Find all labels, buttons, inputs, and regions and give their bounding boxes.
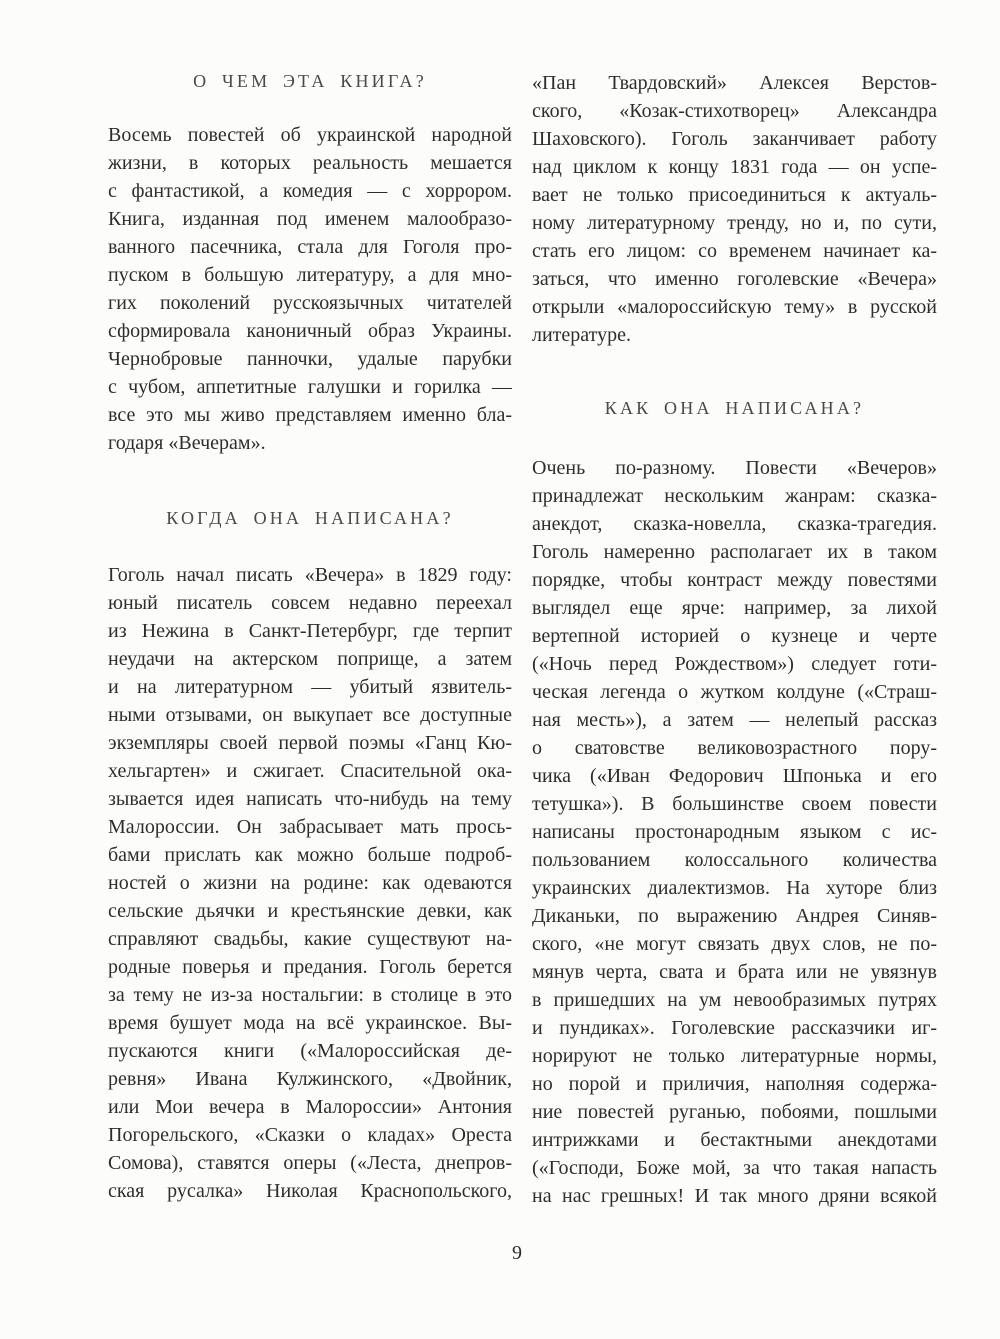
paragraph-when-continued: [532, 69, 937, 349]
text-line: («Ночь перед Рождеством») следует готи-: [532, 653, 937, 675]
left-column: [108, 70, 512, 1205]
text-line: время бушует мода на всё украинское. Вы-: [108, 1012, 512, 1034]
text-line: о сватовстве великовозрастного пору-: [532, 737, 937, 759]
text-line: справляют свадьбы, какие существуют на-: [108, 928, 512, 950]
section-heading-how: КАК ОНА НАПИСАНА?: [604, 398, 865, 418]
right-column: [532, 69, 937, 1210]
text-line: за тему не из-за ностальгии: в столице в это: [108, 984, 512, 1006]
text-line: ными отзывами, он выкупает все доступные: [108, 704, 512, 726]
text-line: из Нежина в Санкт-Петербург, где терпит: [108, 620, 512, 642]
text-line: ревня» Ивана Кулжинского, «Двойник,: [108, 1068, 512, 1090]
text-line: хельгартен» и сжигает. Спасительной ока-: [108, 760, 512, 782]
text-line: и пундиках». Гоголевские рассказчики иг-: [532, 1017, 937, 1039]
text-line: заться, что именно гоголевские «Вечера»: [532, 268, 937, 290]
text-line: чика («Иван Федорович Шпонька и его: [532, 765, 937, 787]
text-line: написаны простонародным языком с ис-: [532, 821, 937, 843]
text-line: и на литературном — убитый язвитель-: [108, 676, 512, 698]
text-line: ному литературному тренду, но и, по сути,: [532, 212, 937, 234]
text-line: анекдот, сказка-новелла, сказка-трагедия.: [532, 513, 937, 535]
text-line: над циклом к концу 1831 года — он успе-: [532, 156, 937, 178]
text-line: принадлежат нескольким жанрам: сказка-: [532, 485, 937, 507]
text-line: годаря «Вечерам».: [108, 432, 266, 454]
section-heading-when: КОГДА ОНА НАПИСАНА?: [166, 508, 454, 528]
text-line: Шаховского). Гоголь заканчивает работу: [532, 128, 937, 150]
page-number: 9: [512, 1242, 522, 1264]
text-line: украинских диалектизмов. На хуторе близ: [532, 877, 937, 899]
text-line: вертепной историей о кузнеце и черте: [532, 625, 937, 647]
text-line: «Пан Твардовский» Алексея Верстов-: [532, 72, 937, 94]
text-line: в пришедших на ум невообразимых путрях: [532, 989, 937, 1011]
text-line: ческая легенда о жутком колдуне («Страш-: [532, 681, 937, 703]
text-line: зывается идея написать что-нибудь на тему: [108, 788, 512, 810]
text-line: Очень по-разному. Повести «Вечеров»: [532, 457, 937, 479]
text-line: ностей о жизни на родине: как одеваются: [108, 872, 512, 894]
text-line: вает не только присоединиться к актуаль-: [532, 184, 937, 206]
text-line: с чубом, аппетитные галушки и горилка —: [108, 376, 512, 398]
text-line: Книга, изданная под именем малообразо-: [108, 208, 512, 230]
text-line: Гоголь намеренно располагает их в таком: [532, 541, 937, 563]
text-line: пуском в большую литературу, а для мно-: [108, 264, 512, 286]
text-line: или Мои вечера в Малороссии» Антония: [108, 1096, 512, 1118]
text-line: экземпляры своей первой поэмы «Ганц Кю-: [108, 732, 512, 754]
text-line: тетушка»). В большинстве своем повести: [532, 793, 937, 815]
text-line: открыли «малороссийскую тему» в русской: [532, 296, 937, 318]
text-line: интрижками и бестактными анекдотами: [532, 1129, 937, 1151]
text-line: Восемь повестей об украинской народной: [108, 124, 512, 146]
paragraph-when: [108, 561, 512, 1205]
text-line: неудачи на актерском поприще, а затем: [108, 648, 512, 670]
text-line: ского, «не могут связать двух слов, не по-: [532, 933, 937, 955]
paragraph-about: [108, 121, 512, 457]
text-line: Сомова), ставятся оперы («Леста, днепров-: [108, 1152, 512, 1174]
text-line: Диканьки, по выражению Андрея Синяв-: [532, 905, 937, 927]
text-line: выглядел еще ярче: например, за лихой: [532, 597, 937, 619]
text-line: норируют не только литературные нормы,: [532, 1045, 937, 1067]
text-line: мянув черта, свата и брата или не увязнув: [532, 961, 937, 983]
section-heading-about: О ЧЕМ ЭТА КНИГА?: [193, 71, 427, 91]
text-line: Чернобровые панночки, удалые парубки: [108, 348, 512, 370]
text-line: Гоголь начал писать «Вечера» в 1829 году:: [108, 564, 512, 586]
text-line: пользованием колоссального количества: [532, 849, 937, 871]
text-line: на нас грешных! И так много дряни всякой: [532, 1185, 937, 1207]
text-line: ние повестей руганью, побоями, пошлыми: [532, 1101, 937, 1123]
text-line: юный писатель совсем недавно переехал: [108, 592, 512, 614]
text-line: сельские дьячки и крестьянские девки, как: [108, 900, 512, 922]
text-line: Малороссии. Он забрасывает мать прось-: [108, 816, 512, 838]
text-line: с фантастикой, а комедия — с хоррором.: [108, 180, 512, 202]
text-line: жизни, в которых реальность мешается: [108, 152, 512, 174]
text-line: бами прислать как можно больше подроб-: [108, 844, 512, 866]
text-line: порядке, чтобы контраст между повестями: [532, 569, 937, 591]
text-line: Погорельского, «Сказки о кладах» Ореста: [108, 1124, 512, 1146]
text-line: пускаются книги («Малороссийская де-: [108, 1040, 512, 1062]
text-line: все это мы живо представляем именно бла-: [108, 404, 512, 426]
paragraph-how: [532, 454, 937, 1210]
text-line: литературе.: [532, 324, 632, 346]
text-line: гих поколений русскоязычных читателей: [108, 292, 512, 314]
text-line: но порой и приличия, наполняя содержа-: [532, 1073, 937, 1095]
text-line: родные поверья и предания. Гоголь берется: [108, 956, 512, 978]
text-line: стать его лицом: со временем начинает ка-: [532, 240, 937, 262]
text-line: ванного пасечника, стала для Гоголя про-: [108, 236, 512, 258]
text-line: сформировала каноничный образ Украины.: [108, 320, 512, 342]
text-line: ского, «Козак-стихотворец» Александра: [532, 100, 937, 122]
text-line: ская русалка» Николая Краснопольского,: [108, 1180, 512, 1202]
text-line: ная месть»), а затем — нелепый рассказ: [532, 709, 937, 731]
text-line: («Господи, Боже мой, за что такая напасть: [532, 1157, 937, 1179]
